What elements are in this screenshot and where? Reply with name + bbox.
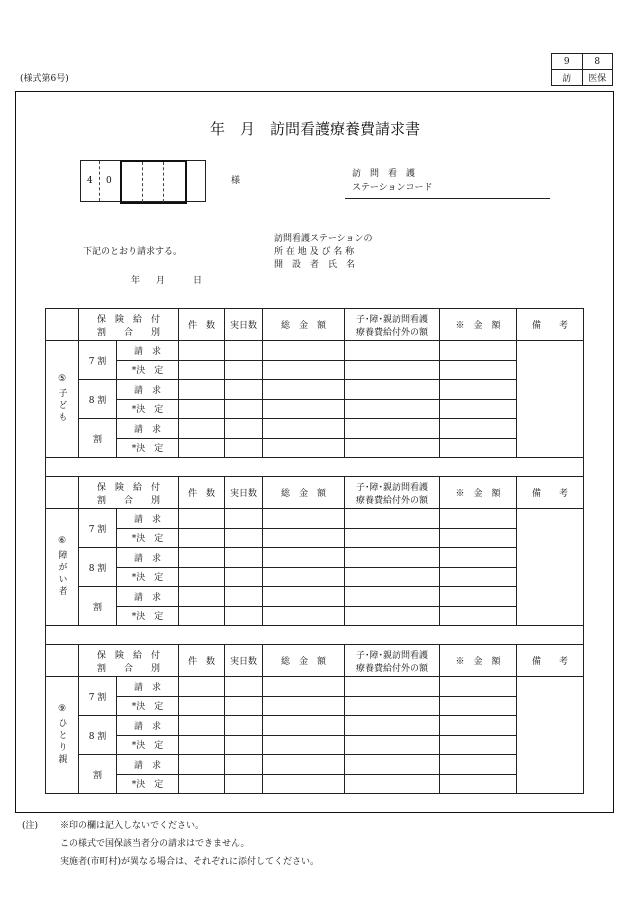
insurer-digit: 0 — [106, 176, 112, 186]
table-row — [46, 399, 584, 419]
table-header-row — [46, 309, 584, 341]
extra-header: 子･障･親訪問看護 療養費給付外の額 — [345, 309, 440, 341]
rate-label: 割 — [79, 587, 117, 626]
total-header: 総 金 額 — [263, 477, 345, 509]
days-header: 実日数 — [225, 645, 263, 677]
insurer-digit-entry-box[interactable] — [120, 160, 187, 204]
insurance-rate-header: 保 険 給 付 割 合 別 — [79, 477, 179, 509]
extra-header: 子･障･親訪問看護 療養費給付外の額 — [345, 645, 440, 677]
remarks-header: 備 考 — [517, 477, 584, 509]
extra-header: 子･障･親訪問看護 療養費給付外の額 — [345, 477, 440, 509]
insurer-number-field[interactable] — [80, 160, 206, 202]
remarks-header: 備 考 — [517, 645, 584, 677]
amount-header: ※ 金 額 — [440, 477, 517, 509]
row-type: 請 求 — [117, 716, 179, 736]
count-header: 件 数 — [179, 645, 225, 677]
row-type: *決 定 — [117, 399, 179, 419]
date-day: 日 — [193, 276, 203, 286]
insurance-rate-header: 保 険 給 付 割 合 別 — [79, 309, 179, 341]
row-type: *決 定 — [117, 696, 179, 716]
station-code-label: 訪 問 看 護 — [352, 169, 416, 179]
row-type: *決 定 — [117, 735, 179, 755]
date-month: 月 — [156, 276, 166, 286]
station-code-field[interactable] — [345, 198, 550, 199]
rate-label: 7 割 — [79, 509, 117, 548]
table-row — [46, 509, 584, 529]
row-type: 請 求 — [117, 677, 179, 697]
date-year: 年 — [131, 276, 141, 286]
station-info-label: 訪問看護ステーションの — [274, 234, 373, 244]
form-code-box — [551, 53, 613, 86]
total-header: 総 金 額 — [263, 309, 345, 341]
table-row — [46, 696, 584, 716]
table-row — [46, 606, 584, 626]
table-row — [46, 360, 584, 380]
station-code-label: ステーションコード — [352, 183, 433, 193]
claim-statement: 下記のとおり請求する。 — [83, 247, 183, 257]
row-type: 請 求 — [117, 755, 179, 775]
days-header: 実日数 — [225, 309, 263, 341]
row-type: *決 定 — [117, 360, 179, 380]
row-type: *決 定 — [117, 438, 179, 458]
row-type: 請 求 — [117, 419, 179, 439]
remarks-cell[interactable] — [517, 509, 584, 626]
table-row — [46, 716, 584, 736]
row-type: 請 求 — [117, 509, 179, 529]
table-row — [46, 567, 584, 587]
table-row — [46, 380, 584, 400]
row-type: *決 定 — [117, 606, 179, 626]
table-row — [46, 528, 584, 548]
table-header-row — [46, 477, 584, 509]
amount-header: ※ 金 額 — [440, 309, 517, 341]
remarks-cell[interactable] — [517, 677, 584, 794]
insurer-digit: 4 — [87, 176, 93, 186]
table-row — [46, 755, 584, 775]
rate-label: 割 — [79, 419, 117, 458]
row-type: 請 求 — [117, 548, 179, 568]
table-row — [46, 587, 584, 607]
table-row — [46, 677, 584, 697]
remarks-cell[interactable] — [517, 341, 584, 458]
code-cell: 8 — [582, 54, 613, 70]
code-cell: 9 — [552, 54, 583, 70]
table-row — [46, 774, 584, 794]
rate-label: 8 割 — [79, 716, 117, 755]
note-line: ※印の欄は記入しないでください。 — [60, 821, 205, 831]
insurance-rate-header: 保 険 給 付 割 合 別 — [79, 645, 179, 677]
row-type: *決 定 — [117, 528, 179, 548]
row-type: *決 定 — [117, 567, 179, 587]
table-row — [46, 341, 584, 361]
code-cell: 医保 — [582, 70, 613, 86]
rate-label: 8 割 — [79, 548, 117, 587]
table-row — [46, 419, 584, 439]
rate-label: 7 割 — [79, 677, 117, 716]
note-line: この様式で国保該当者分の請求はできません。 — [60, 839, 250, 849]
rate-label: 割 — [79, 755, 117, 794]
row-type: 請 求 — [117, 380, 179, 400]
amount-header: ※ 金 額 — [440, 645, 517, 677]
table-header-row — [46, 645, 584, 677]
row-type: 請 求 — [117, 341, 179, 361]
form-number: (様式第6号) — [20, 74, 69, 84]
page-title: 年 月 訪問看護療養費請求書 — [209, 120, 420, 138]
table-row — [46, 548, 584, 568]
days-header: 実日数 — [225, 477, 263, 509]
note-line: 実施者(市町村)が異なる場合は、それぞれに添付してください。 — [60, 857, 320, 867]
section-label: ⑥ 障がい者 — [46, 509, 79, 626]
section-label: ⑨ ひとり親 — [46, 677, 79, 794]
row-type: *決 定 — [117, 774, 179, 794]
count-header: 件 数 — [179, 477, 225, 509]
code-cell: 訪 — [552, 70, 583, 86]
total-header: 総 金 額 — [263, 645, 345, 677]
section-spacer — [46, 626, 584, 645]
station-info-label: 所 在 地 及 び 名 称 — [274, 247, 355, 257]
rate-label: 7 割 — [79, 341, 117, 380]
rate-label: 8 割 — [79, 380, 117, 419]
honorific: 様 — [231, 176, 241, 186]
count-header: 件 数 — [179, 309, 225, 341]
claims-table — [45, 308, 584, 794]
notes-label: (注) — [22, 821, 39, 831]
section-spacer — [46, 458, 584, 477]
section-label: ⑤ 子ども — [46, 341, 79, 458]
table-row — [46, 438, 584, 458]
station-info-label: 開 設 者 氏 名 — [274, 260, 356, 270]
table-row — [46, 735, 584, 755]
remarks-header: 備 考 — [517, 309, 584, 341]
row-type: 請 求 — [117, 587, 179, 607]
